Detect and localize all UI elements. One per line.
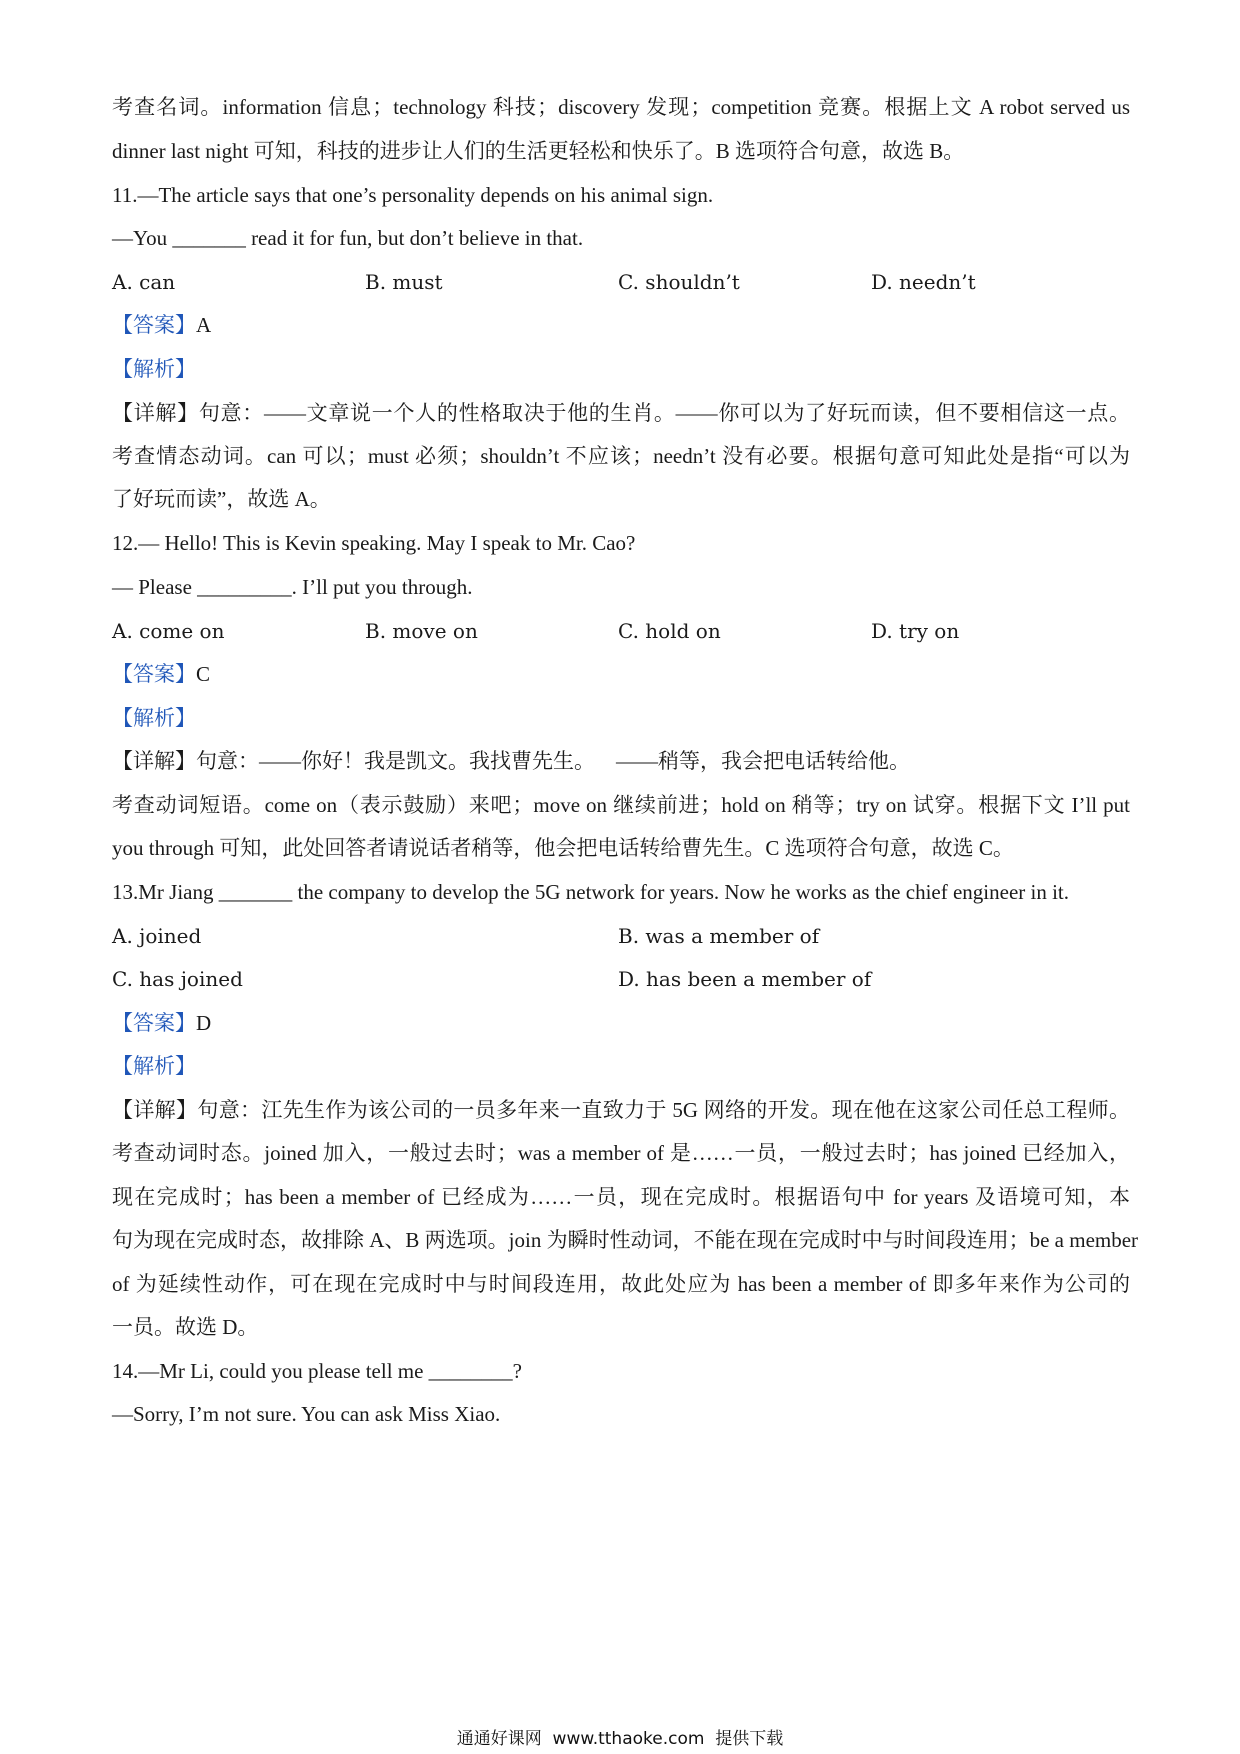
option-b: B. must — [365, 270, 443, 294]
detail-line: of 为延续性动作，可在现在完成时中与时间段连用，故此处应为 has been a member of 即多年来作为公司的 — [112, 1272, 1130, 1296]
detail-line — [112, 398, 1130, 428]
detail-text: 句意：江先生作为该公司的一员多年来一直致力于 5G 网络的开发。现在他在这家公司任总工程师。 — [197, 1098, 1131, 1122]
option-d: D. needn’t — [871, 270, 976, 294]
detail-line: 考查动词短语。come on（表示鼓励）来吧；move on 继续前进；hold on 稍等；try on 试穿。根据下文 I’ll put — [112, 793, 1130, 817]
question-11-options — [112, 267, 1132, 297]
page-footer: 通通好课网 www.tthaoke.com 提供下载 — [456, 1729, 784, 1749]
analysis-tag: 【解析】 — [112, 357, 196, 381]
question-14-stem: 14.—Mr Li, could you please tell me ________? — [112, 1359, 523, 1383]
option-a: A. joined — [112, 924, 202, 948]
question-12-stem: 12.— Hello! This is Kevin speaking. May I speak to Mr. Cao? — [112, 531, 636, 555]
detail-text: 句意：——文章说一个人的性格取决于他的生肖。——你可以为了好玩而读，但不要相信这一点。 — [198, 401, 1131, 425]
detail-line: 现在完成时；has been a member of 已经成为……一员，现在完成时。根据语句中 for years 及语境可知，本 — [112, 1185, 1130, 1209]
option-b: B. was a member of — [618, 924, 820, 948]
option-d: D. try on — [871, 619, 960, 643]
detail-tag: 【详解】 — [112, 1098, 198, 1122]
question-13-options — [112, 921, 1132, 951]
detail-line: 考查动词时态。joined 加入，一般过去时；was a member of 是……一员，一般过去时；has joined 已经加入， — [112, 1141, 1130, 1165]
option-a: A. come on — [112, 619, 225, 643]
option-c: C. hold on — [618, 619, 721, 643]
answer-line — [112, 659, 1130, 689]
detail-tag: 【详解】 — [112, 401, 199, 425]
question-14-stem: —Sorry, I’m not sure. You can ask Miss Xiao. — [112, 1402, 501, 1426]
answer-tag: 【答案】 — [112, 1011, 196, 1035]
question-12-stem: — Please _________. I’ll put you through. — [112, 575, 473, 599]
question-12-options — [112, 616, 1132, 646]
detail-line — [112, 746, 1130, 776]
explanation-line: dinner last night 可知，科技的进步让人们的生活更轻松和快乐了。B 选项符合句意，故选 B。 — [112, 139, 965, 163]
option-a: A. can — [112, 270, 176, 294]
question-13-options — [112, 964, 1132, 994]
detail-line: 句为现在完成时态，故排除 A、B 两选项。join 为瞬时性动词，不能在现在完成时中与时间段连用；be a member — [112, 1228, 1139, 1252]
question-11-stem: —You _______ read it for fun, but don’t believe in that. — [112, 226, 584, 250]
detail-line: 一员。故选 D。 — [112, 1315, 259, 1339]
answer-value: D — [196, 1011, 212, 1035]
analysis-line — [112, 1051, 1130, 1081]
answer-tag: 【答案】 — [112, 662, 196, 686]
detail-line: you through 可知，此处回答者请说话者稍等，他会把电话转给曹先生。C 选项符合句意，故选 C。 — [112, 836, 1014, 860]
answer-tag: 【答案】 — [112, 313, 196, 337]
detail-line: 了好玩而读”，故选 A。 — [112, 487, 331, 511]
option-c: C. shouldn’t — [618, 270, 740, 294]
option-c: C. has joined — [112, 967, 243, 991]
question-13-stem: 13.Mr Jiang _______ the company to develop the 5G network for years. Now he works as the chief engineer in it. — [112, 880, 1070, 904]
option-b: B. move on — [365, 619, 478, 643]
answer-value: C — [196, 662, 211, 686]
explanation-line: 考查名词。information 信息；technology 科技；discovery 发现；competition 竞赛。根据上文 A robot served us — [112, 95, 1130, 119]
answer-line — [112, 1008, 1130, 1038]
analysis-line — [112, 703, 1130, 733]
analysis-tag: 【解析】 — [112, 1054, 196, 1078]
analysis-tag: 【解析】 — [112, 706, 196, 730]
option-d: D. has been a member of — [618, 967, 872, 991]
analysis-line — [112, 354, 1130, 384]
detail-line: 考查情态动词。can 可以；must 必须；shouldn’t 不应该；needn’t 没有必要。根据句意可知此处是指“可以为 — [112, 444, 1130, 468]
detail-tag: 【详解】 — [112, 749, 196, 773]
answer-value: A — [196, 313, 212, 337]
question-11-stem: 11.—The article says that one’s personality depends on his animal sign. — [112, 183, 714, 207]
detail-line — [112, 1095, 1130, 1125]
detail-text: 句意：——你好！我是凯文。我找曹先生。 ——稍等，我会把电话转给他。 — [196, 749, 910, 773]
answer-line — [112, 310, 1130, 340]
